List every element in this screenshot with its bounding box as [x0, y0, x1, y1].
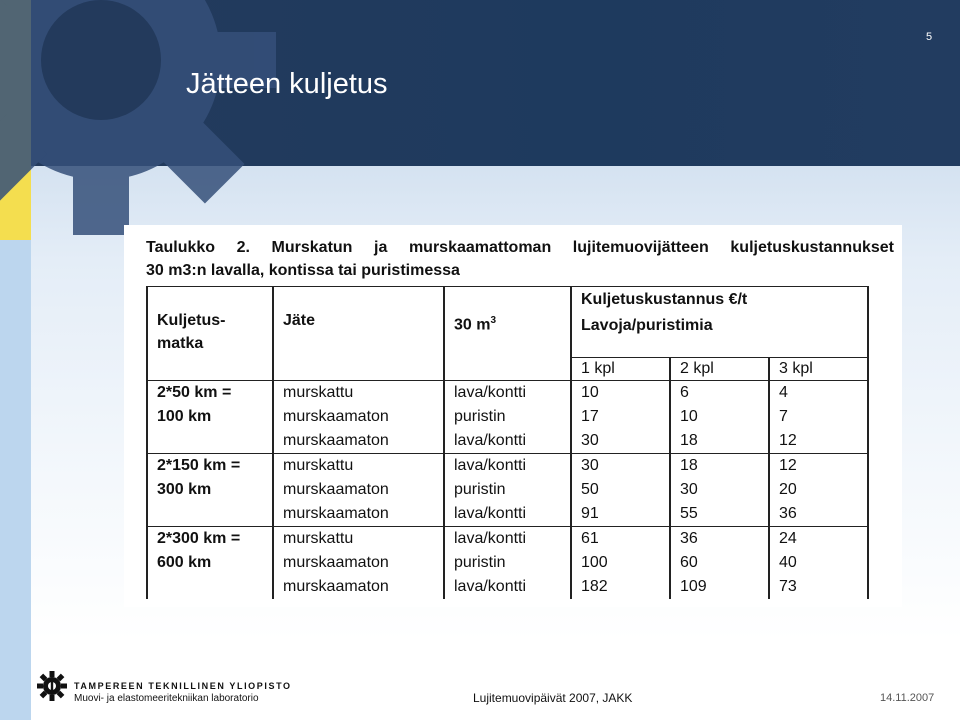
transport-cost-table — [146, 286, 869, 599]
header-cost-line1: Kuljetuskustannus €/t — [581, 291, 748, 308]
cost-value: 12 — [779, 457, 797, 474]
header-volume-label: 30 m — [454, 316, 491, 334]
cost-value: 7 — [779, 408, 788, 425]
laboratory-name: Muovi- ja elastomeeritekniikan laboratorio — [74, 693, 259, 704]
container-cell — [444, 381, 571, 454]
cost-value: 109 — [680, 578, 707, 595]
cost-1-cell — [571, 454, 670, 527]
header-cost — [571, 287, 868, 358]
cost-value: 10 — [680, 408, 698, 425]
header-distance-line1: Kuljetus- — [157, 312, 226, 329]
waste-value: murskaamaton — [283, 408, 389, 425]
header-waste — [273, 287, 444, 381]
cost-value: 61 — [581, 530, 599, 547]
waste-value: murskaamaton — [283, 481, 389, 498]
cost-value: 12 — [779, 432, 797, 449]
distance-cell — [147, 527, 273, 600]
slide-date: 14.11.2007 — [880, 692, 935, 704]
header-sub-1: 1 kpl — [571, 358, 670, 381]
container-value: lava/kontti — [454, 432, 527, 449]
waste-value: murskaamaton — [283, 578, 389, 595]
cost-value: 36 — [779, 505, 797, 522]
container-value: puristin — [454, 408, 506, 425]
container-cell — [444, 527, 571, 600]
cost-3-cell — [769, 381, 868, 454]
university-name: TAMPEREEN TEKNILLINEN YLIOPISTO — [74, 681, 292, 691]
cost-value: 17 — [581, 408, 599, 425]
container-cell — [444, 454, 571, 527]
cost-3-cell — [769, 454, 868, 527]
cost-value: 4 — [779, 384, 788, 401]
header-waste-label: Jäte — [283, 312, 316, 329]
event-name: Lujitemuovipäivät 2007, JAKK — [473, 691, 633, 705]
distance-line2: 600 km — [157, 554, 212, 571]
container-value: lava/kontti — [454, 505, 527, 522]
header-cost-line2: Lavoja/puristimia — [581, 317, 713, 334]
slide-title: Jätteen kuljetus — [186, 68, 388, 100]
page-number: 5 — [926, 31, 933, 43]
gear-watermark-icon — [0, 0, 291, 250]
cost-value: 18 — [680, 457, 698, 474]
cost-value: 40 — [779, 554, 797, 571]
cost-2-cell — [670, 381, 769, 454]
cost-value: 60 — [680, 554, 698, 571]
caption-line-1: Taulukko 2. Murskatun ja murskaamattoman lujitemuovijätteen kuljetuskustannukset — [146, 239, 894, 256]
cost-2-cell — [670, 454, 769, 527]
container-value: lava/kontti — [454, 457, 527, 474]
header-volume-sup: 3 — [490, 315, 497, 326]
waste-value: murskaamaton — [283, 505, 389, 522]
container-value: lava/kontti — [454, 578, 527, 595]
distance-line1: 2*150 km = — [157, 457, 241, 474]
distance-line1: 2*50 km = — [157, 384, 232, 401]
cost-value: 20 — [779, 481, 797, 498]
cost-value: 24 — [779, 530, 797, 547]
container-value: lava/kontti — [454, 530, 527, 547]
table-caption — [146, 236, 894, 282]
cost-3-cell — [769, 527, 868, 600]
waste-value: murskaamaton — [283, 554, 389, 571]
cost-value: 30 — [581, 457, 599, 474]
caption-line-2: 30 m3:n lavalla, kontissa tai puristimessa — [146, 262, 460, 279]
header-sub-2: 2 kpl — [670, 358, 769, 381]
tut-gear-logo-icon — [37, 671, 67, 701]
waste-value: murskattu — [283, 457, 354, 474]
waste-cell — [273, 381, 444, 454]
header-distance — [147, 287, 273, 381]
header-volume — [444, 287, 571, 381]
cost-value: 6 — [680, 384, 689, 401]
waste-cell — [273, 454, 444, 527]
distance-cell — [147, 381, 273, 454]
waste-value: murskattu — [283, 384, 354, 401]
table-row-group-600km — [147, 527, 868, 600]
distance-line2: 300 km — [157, 481, 212, 498]
cost-value: 18 — [680, 432, 698, 449]
cost-value: 10 — [581, 384, 599, 401]
container-value: puristin — [454, 554, 506, 571]
cost-value: 30 — [680, 481, 698, 498]
header-distance-line2: matka — [157, 335, 204, 352]
table-row-group-100km — [147, 381, 868, 454]
distance-cell — [147, 454, 273, 527]
cost-value: 50 — [581, 481, 599, 498]
container-value: lava/kontti — [454, 384, 527, 401]
table-row-group-300km — [147, 454, 868, 527]
distance-line1: 2*300 km = — [157, 530, 241, 547]
container-value: puristin — [454, 481, 506, 498]
cost-value: 55 — [680, 505, 698, 522]
cost-value: 100 — [581, 554, 608, 571]
distance-line2: 100 km — [157, 408, 212, 425]
waste-value: murskattu — [283, 530, 354, 547]
waste-cell — [273, 527, 444, 600]
header-sub-3: 3 kpl — [769, 358, 868, 381]
slide-header — [31, 0, 960, 166]
waste-value: murskaamaton — [283, 432, 389, 449]
cost-value: 30 — [581, 432, 599, 449]
cost-value: 182 — [581, 578, 608, 595]
cost-2-cell — [670, 527, 769, 600]
cost-1-cell — [571, 527, 670, 600]
cost-value: 73 — [779, 578, 797, 595]
cost-value: 91 — [581, 505, 599, 522]
cost-1-cell — [571, 381, 670, 454]
cost-value: 36 — [680, 530, 698, 547]
